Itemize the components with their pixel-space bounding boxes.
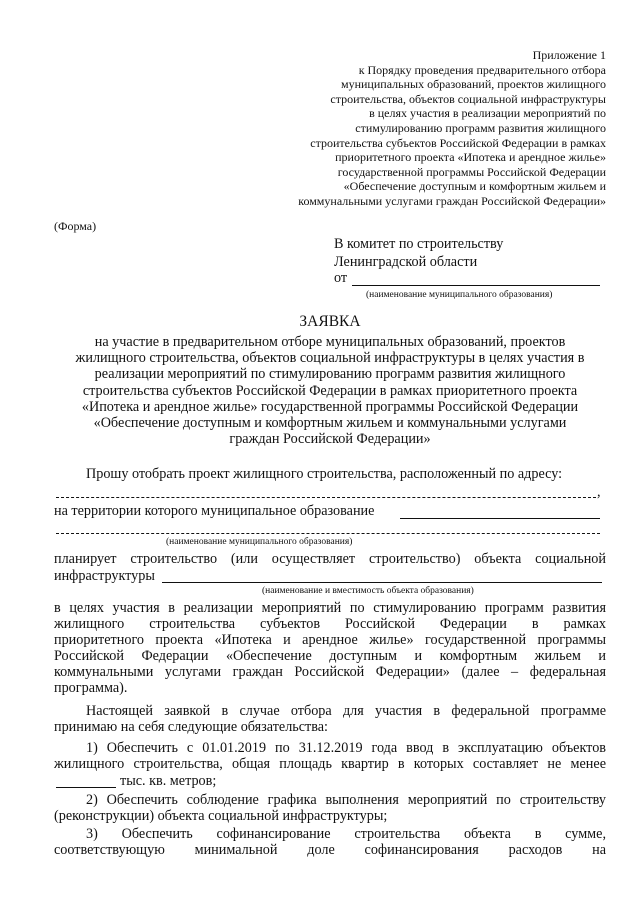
subtitle-line-3: реализации мероприятий по стимулированию программ развития жилищного [94, 366, 566, 383]
purpose-paragraph [54, 600, 606, 696]
request-line: Прошу отобрать проект жилищного строительства, расположенный по адресу: [86, 466, 563, 482]
purpose-line-4: Российской Федерации «Обеспечение доступным и комфортным жильем и [54, 648, 606, 664]
item1-line-2: жилищного строительства, общая площадь квартир в которых составляет не менее [54, 756, 606, 772]
obligation-item-3 [54, 826, 606, 858]
attachment-line-2: муниципальных образований, проектов жилищного [340, 77, 606, 92]
purpose-line-2: жилищного строительства субъектов Российской Федерации в рамках [54, 616, 606, 632]
object-blank [162, 582, 602, 583]
item3-line-2: соответствующую минимальной доле софинансирования расходов на [54, 842, 606, 858]
attachment-line-4: в целях участия в реализации мероприятий по [369, 106, 606, 121]
addressee-from-blank [352, 285, 600, 286]
attachment-header [298, 48, 606, 209]
obligation-item-1 [54, 740, 606, 772]
obligations-line-1: Настоящей заявкой в случае отбора для участия в федеральной программе [86, 703, 606, 719]
subtitle-line-7: граждан Российской Федерации» [229, 431, 431, 448]
subtitle-line-1: на участие в предварительном отборе муниципальных образований, проектов [94, 334, 566, 350]
purpose-line-1: в целях участия в реализации мероприятий по стимулированию программ развития [54, 600, 606, 616]
territory-line: на территории которого муниципальное образование [54, 503, 375, 519]
doc-title: ЗАЯВКА [299, 313, 361, 330]
attachment-line-7: приоритетного проекта «Ипотека и арендное жилье» [335, 150, 606, 165]
attachment-line-10: коммунальными услугами граждан Российской Федерации» [298, 193, 606, 208]
plans-line-2: инфраструктуры [54, 568, 155, 584]
attachment-title: Приложение 1 [532, 48, 606, 62]
attachment-line-3: строительства, объектов социальной инфраструктуры [330, 91, 606, 106]
attachment-line-1: к Порядку проведения предварительного отбора [358, 62, 606, 77]
area-blank [56, 787, 116, 788]
addressee-caption: (наименование муниципального образования) [366, 290, 553, 300]
obligation-item-2 [54, 792, 606, 824]
attachment-line-8: государственной программы Российской Федерации [337, 164, 606, 179]
purpose-line-3: приоритетного проекта «Ипотека и арендное жилье» государственной программы [54, 632, 606, 648]
subtitle-line-2: жилищного строительства, объектов социальной инфраструктуры в целях участия в [75, 350, 585, 367]
attachment-line-6: строительства субъектов Российской Федерации в рамках [310, 135, 606, 150]
subtitle-line-5: «Ипотека и арендное жилье» государственной программы Российской Федерации [81, 398, 579, 415]
plans-line-1: планирует строительство (или осуществляет строительство) объекта социальной [54, 551, 606, 567]
item3-line-1: 3) Обеспечить софинансирование строительства объекта в сумме, [86, 826, 606, 842]
subtitle-line-6: «Обеспечение доступным и комфортным жильем и коммунальными услугами [93, 415, 567, 432]
doc-subtitle [40, 334, 620, 447]
municipality-blank [56, 533, 600, 534]
addressee-from-prefix: от [334, 270, 348, 286]
item1-line-3: тыс. кв. метров; [120, 773, 217, 789]
subtitle-line-4: строительства субъектов Российской Федерации в рамках приоритетного проекта [82, 382, 578, 399]
item2-line-2: (реконструкции) объекта социальной инфраструктуры; [54, 808, 388, 824]
addressee-line-1: В комитет по строительству [334, 236, 504, 252]
obligations-line-2: принимаю на себя следующие обязательства: [54, 719, 329, 735]
item2-line-1: 2) Обеспечить соблюдение графика выполнения мероприятий по строительству [86, 792, 606, 808]
purpose-line-5: коммунальными услугами граждан Российской Федерации» (далее – федеральная [54, 664, 606, 680]
addressee-line-2: Ленинградской области [334, 254, 478, 270]
item1-line-1: 1) Обеспечить с 01.01.2019 по 31.12.2019 года ввод в эксплуатацию объектов [86, 740, 606, 756]
address-comma: , [597, 484, 601, 500]
object-caption: (наименование и вместимость объекта образования) [262, 586, 474, 596]
form-label: (Форма) [54, 219, 97, 233]
purpose-line-6: программа). [54, 680, 128, 696]
municipality-caption: (наименование муниципального образования) [166, 537, 353, 547]
plans-paragraph [54, 551, 606, 567]
address-blank [56, 497, 596, 498]
attachment-line-9: «Обеспечение доступным и комфортным жильем и [343, 179, 606, 194]
obligations-paragraph [54, 703, 606, 735]
attachment-line-5: стимулированию программ развития жилищного [355, 120, 606, 135]
territory-blank [400, 518, 600, 519]
